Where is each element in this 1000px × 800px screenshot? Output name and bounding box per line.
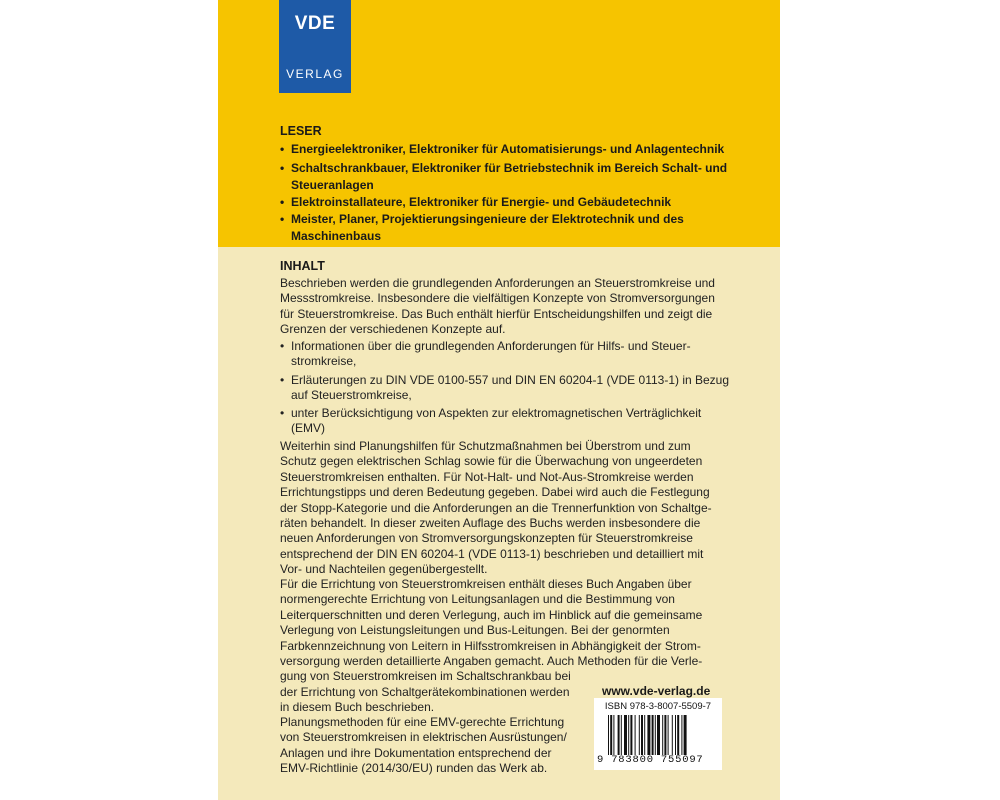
barcode-icon	[608, 715, 712, 755]
logo-brand: VDE	[294, 13, 336, 34]
book-back-cover	[218, 0, 780, 800]
inhalt-paragraph: Weiterhin sind Planungshilfen für Schutzmaßnahmen bei Überstrom und zum Schutz gegen elektrischen Schlag sowie für die Überwachung von ungeerdeten Steuerstromkreisen enthalten. Für Not-Halt- und Not-Aus-Stromkreise werden Errichtungstipps und deren Bedeutung gegeben. Dabei wird auch die Festlegung der Stopp-Kategorie und die Anforderungen an die Trennerfunktion von Schaltge- räten behandelt. In dieser zweiten Auflage des Buchs werden insbesondere die neuen Anforderungen von Stromversorgungskonzepten für Steuerstromkreise entsprechend der DIN EN 60204-1 (VDE 0113-1) beschrieben und detailliert mit Vor- und Nachteilen gegenübergestellt.	[280, 439, 712, 577]
bullet-icon: •	[280, 195, 285, 209]
bullet-icon: •	[280, 142, 285, 156]
isbn-text: ISBN 978-3-8007-5509-7	[604, 701, 712, 712]
leser-title: LESER	[280, 124, 322, 138]
leser-item: • Energieelektroniker, Elektroniker für Automatisierungs- und Anlagentechnik	[280, 142, 725, 156]
logo-subtitle: VERLAG	[286, 67, 344, 81]
barcode-box	[594, 698, 722, 770]
leser-item: • Meister, Planer, Projektierungsingenieure der Elektrotechnik und des Maschinenbaus	[280, 212, 684, 243]
inhalt-title: INHALT	[280, 259, 325, 273]
vde-logo	[279, 0, 351, 93]
inhalt-item: • Informationen über die grundlegenden Anforderungen für Hilfs- und Steuer- stromkreise,	[280, 339, 691, 369]
bullet-icon: •	[280, 406, 285, 420]
bullet-icon: •	[280, 161, 285, 175]
publisher-url: www.vde-verlag.de	[602, 684, 711, 698]
inhalt-paragraph: Planungsmethoden für eine EMV-gerechte Errichtung von Steuerstromkreisen in elektrischen Ausrüstungen/ Anlagen und ihre Dokumentation entsprechend der EMV-Richtlinie (2014/30/EU) runden das Werk ab.	[280, 715, 567, 776]
bullet-icon: •	[280, 339, 285, 353]
bullet-icon: •	[280, 373, 285, 387]
leser-item: • Elektroinstallateure, Elektroniker für Energie- und Gebäudetechnik	[280, 195, 672, 209]
bullet-icon: •	[280, 212, 285, 226]
inhalt-intro: Beschrieben werden die grundlegenden Anforderungen an Steuerstromkreise und Messstromkreise. Insbesondere die vielfältigen Konzepte von Stromversorgungen für Steuerstromkreise. Das Buch enthält hierfür Entscheidungshilfen und zeigt die Grenzen der verschiedenen Konzepte auf.	[280, 276, 715, 337]
ean-number: 9 783800 755097	[597, 754, 704, 766]
inhalt-item: • unter Berücksichtigung von Aspekten zur elektromagnetischen Verträglichkeit (EMV)	[280, 406, 702, 436]
inhalt-paragraph: Für die Errichtung von Steuerstromkreisen enthält dieses Buch Angaben über normengerechte Errichtung von Leitungsanlagen und die Bestimmung von Leiterquerschnitten und deren Verlegung, auch im Hinblick auf die gemeinsame Verlegung von Leistungsleitungen und Bus-Leitungen. Bei der genormten Farbkennzeichnung von Leitern in Hilfsstromkreisen in Abhängigkeit der Strom- versorgung werden detaillierte Angaben gemacht. Auch Methoden für die Verle- gung von Steuerstromkreisen im Schaltschrankbau bei der Errichtung von Schaltgerätekombinationen werden in diesem Buch beschrieben.	[280, 577, 703, 715]
leser-item: • Schaltschrankbauer, Elektroniker für Betriebstechnik im Bereich Schalt- und Steueranlagen	[280, 161, 728, 192]
inhalt-item: • Erläuterungen zu DIN VDE 0100-557 und DIN EN 60204-1 (VDE 0113-1) in Bezug auf Steuerstromkreise,	[280, 373, 730, 403]
